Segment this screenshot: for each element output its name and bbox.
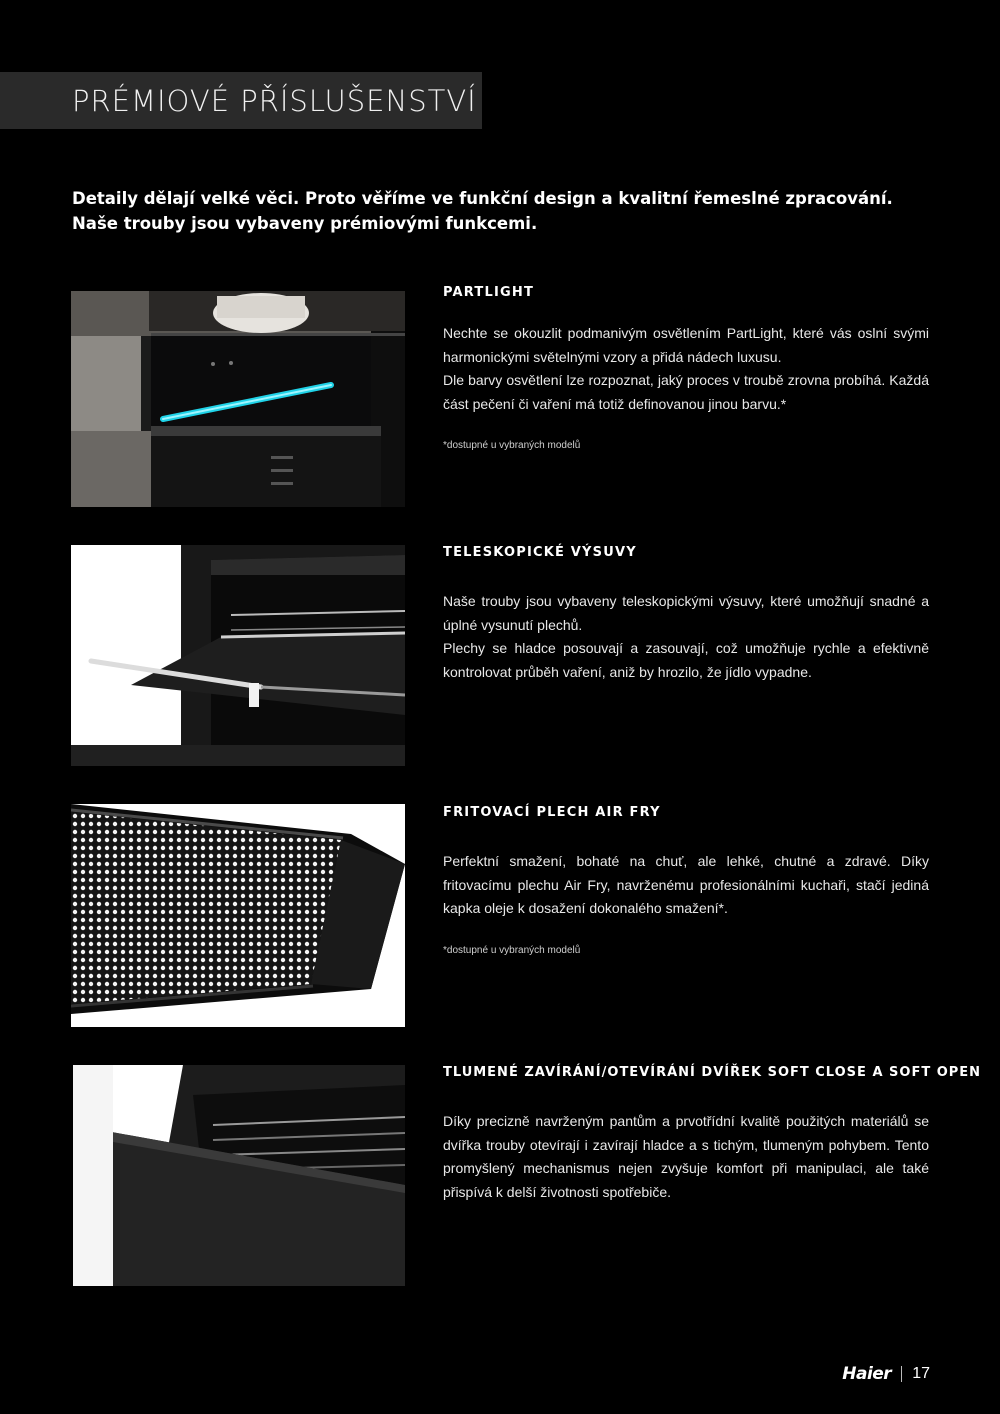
partlight-note: *dostupné u vybraných modelů (443, 440, 581, 451)
partlight-oven-photo (71, 291, 405, 507)
airfry-heading: FRITOVACÍ PLECH AIR FRY (443, 805, 661, 820)
partlight-heading: PARTLIGHT (443, 285, 535, 300)
telescopic-rails-photo (71, 545, 405, 766)
page-title: PRÉMIOVÉ PŘÍSLUŠENSTVÍ (72, 84, 477, 118)
footer-divider (901, 1366, 902, 1382)
partlight-paragraph-2: Dle barvy osvětlení lze rozpoznat, jaký proces v troubě zrovna probíhá. Každá část pečení či vaření má totiž definovanou jinou barvu.* (443, 372, 929, 412)
page-footer (842, 1364, 930, 1384)
telescopic-heading: TELESKOPICKÉ VÝSUVY (443, 545, 637, 560)
airfry-text (443, 805, 929, 962)
telescopic-text (443, 545, 929, 684)
page-number: 17 (912, 1365, 930, 1382)
airfry-note: *dostupné u vybraných modelů (443, 944, 581, 956)
airfry-tray-photo (71, 804, 405, 1027)
partlight-paragraph-1: Nechte se okouzlit podmanivým osvětlením PartLight, které vás oslní svými harmonickými světelnými vzory a přidá nádech luxusu. (443, 325, 929, 365)
haier-logo: Haier (842, 1364, 892, 1384)
title-bar (0, 72, 482, 129)
soft-close-door-photo (73, 1065, 405, 1286)
soft-close-paragraph-1: Díky precizně navrženým pantům a prvotřídní kvalitě použitých materiálů se dvířka trouby otevírají i zavírají hladce a s tichým, tlumeným pohybem. Tento promyšlený mechanismus nejen zvyšuje komfort při manipulaci, ale také přispívá k delší životnosti spotřebiče. (443, 1113, 929, 1200)
telescopic-paragraph-1: Naše trouby jsou vybaveny teleskopickými výsuvy, které umožňují snadné a úplné vysunutí plechů. (443, 593, 929, 633)
soft-close-text (443, 1065, 982, 1204)
partlight-text (443, 285, 929, 458)
soft-close-heading: TLUMENÉ ZAVÍRÁNÍ/OTEVÍRÁNÍ DVÍŘEK SOFT CLOSE A SOFT OPEN (443, 1065, 982, 1080)
telescopic-paragraph-2: Plechy se hladce posouvají a zasouvají, což umožňuje rychle a efektivně kontrolovat průběh vaření, aniž by hrozilo, že jídlo vypadne. (443, 640, 929, 680)
airfry-paragraph-1: Perfektní smažení, bohaté na chuť, ale lehké, chutné a zdravé. Díky fritovacímu plechu Air Fry, navrženému profesionálními kuchaři, stačí jediná kapka oleje k dosažení dokonalého smažení*. (443, 853, 929, 916)
intro-text: Detaily dělají velké věci. Proto věříme ve funkční design a kvalitní řemeslné zpracování. Naše trouby jsou vybaveny prémiovými funkcemi. (72, 189, 893, 233)
